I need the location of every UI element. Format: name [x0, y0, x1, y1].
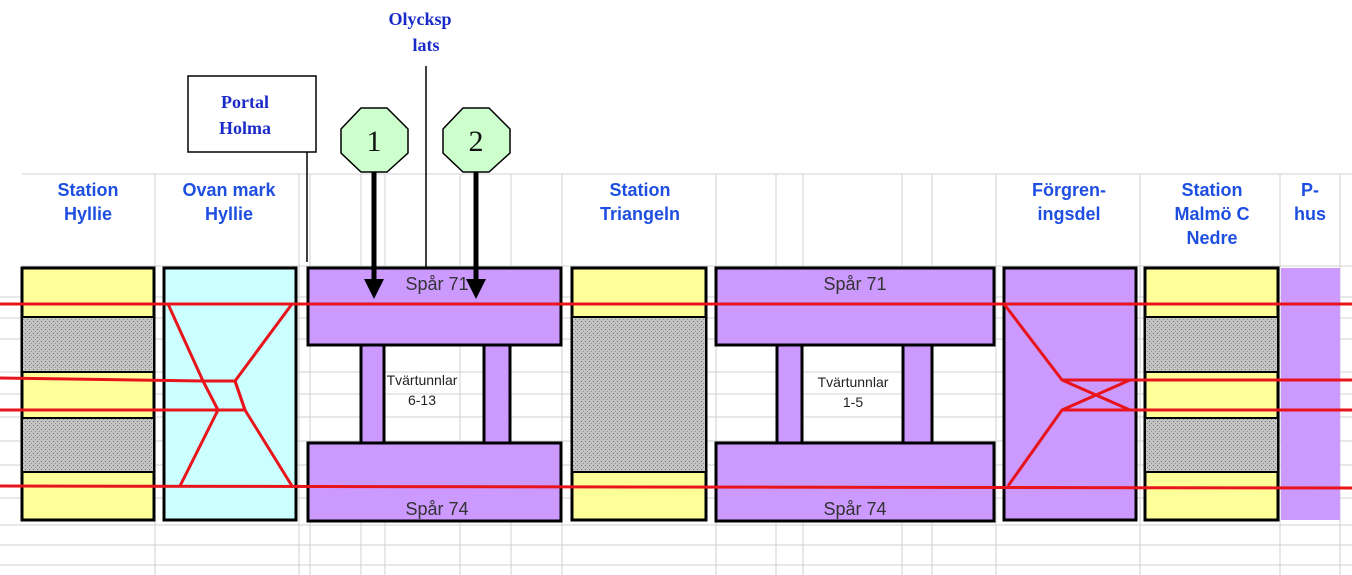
track-label: Spår 71 — [823, 274, 887, 294]
station-hyllie-block — [22, 268, 154, 520]
header-line: Nedre — [1186, 228, 1238, 248]
platform-hatched — [22, 317, 154, 372]
platform-hatched — [1145, 418, 1278, 472]
station-malmo-c-block — [1145, 268, 1278, 520]
track-line-lower — [0, 486, 1352, 488]
header-line: Triangeln — [599, 204, 681, 224]
track-label: Spår 74 — [823, 499, 887, 519]
station-triangeln-block — [572, 268, 706, 520]
annotation-portal-holma — [188, 76, 316, 262]
cross-passage-pillar — [361, 345, 384, 443]
cross-passage-pillar — [777, 345, 802, 443]
header-station-triangeln — [600, 180, 680, 224]
annotation-line: Portal — [221, 92, 269, 112]
header-forgreningsdel — [1032, 180, 1106, 224]
header-line: Station — [609, 180, 671, 200]
header-station-hyllie — [58, 180, 119, 224]
forgreningsdel-block — [1004, 268, 1136, 520]
track-label: Spår 71 — [405, 274, 469, 294]
platform-hatched — [1145, 317, 1278, 372]
header-line: Hyllie — [63, 204, 113, 224]
p-hus-block — [1281, 268, 1340, 520]
annotation-line: lats — [412, 35, 440, 55]
header-line: Hyllie — [204, 204, 254, 224]
header-line: ingsdel — [1037, 204, 1101, 224]
header-line: hus — [1293, 204, 1327, 224]
header-station-malmo-c-nedre — [1174, 180, 1249, 248]
header-ovan-mark-hyllie — [182, 180, 276, 224]
annotation-line: Olycksp — [388, 9, 452, 29]
marker-number: 2 — [468, 125, 484, 158]
header-line: P- — [1301, 180, 1319, 200]
portal-label-box — [188, 76, 316, 152]
track-label: Spår 74 — [405, 499, 469, 519]
header-line: Malmö C — [1174, 204, 1250, 224]
platform-hatched — [572, 317, 706, 472]
cross-passage-label: 1-5 — [842, 394, 864, 410]
header-line: Förgren- — [1032, 180, 1106, 200]
platform-hatched — [22, 418, 154, 472]
annotation-line: Holma — [219, 118, 271, 138]
header-line: Station — [1181, 180, 1243, 200]
header-line: Station — [57, 180, 119, 200]
cross-passage-label: Tvärtunnlar — [386, 372, 458, 388]
cross-passage-pillar — [484, 345, 510, 443]
marker-number: 1 — [366, 125, 382, 158]
header-p-hus — [1294, 180, 1326, 224]
header-line: Ovan mark — [182, 180, 276, 200]
cross-passage-pillar — [903, 345, 932, 443]
cross-passage-label: Tvärtunnlar — [817, 374, 889, 390]
cross-passage-label: 6-13 — [407, 392, 437, 408]
ovan-mark-hyllie-block — [164, 268, 296, 520]
